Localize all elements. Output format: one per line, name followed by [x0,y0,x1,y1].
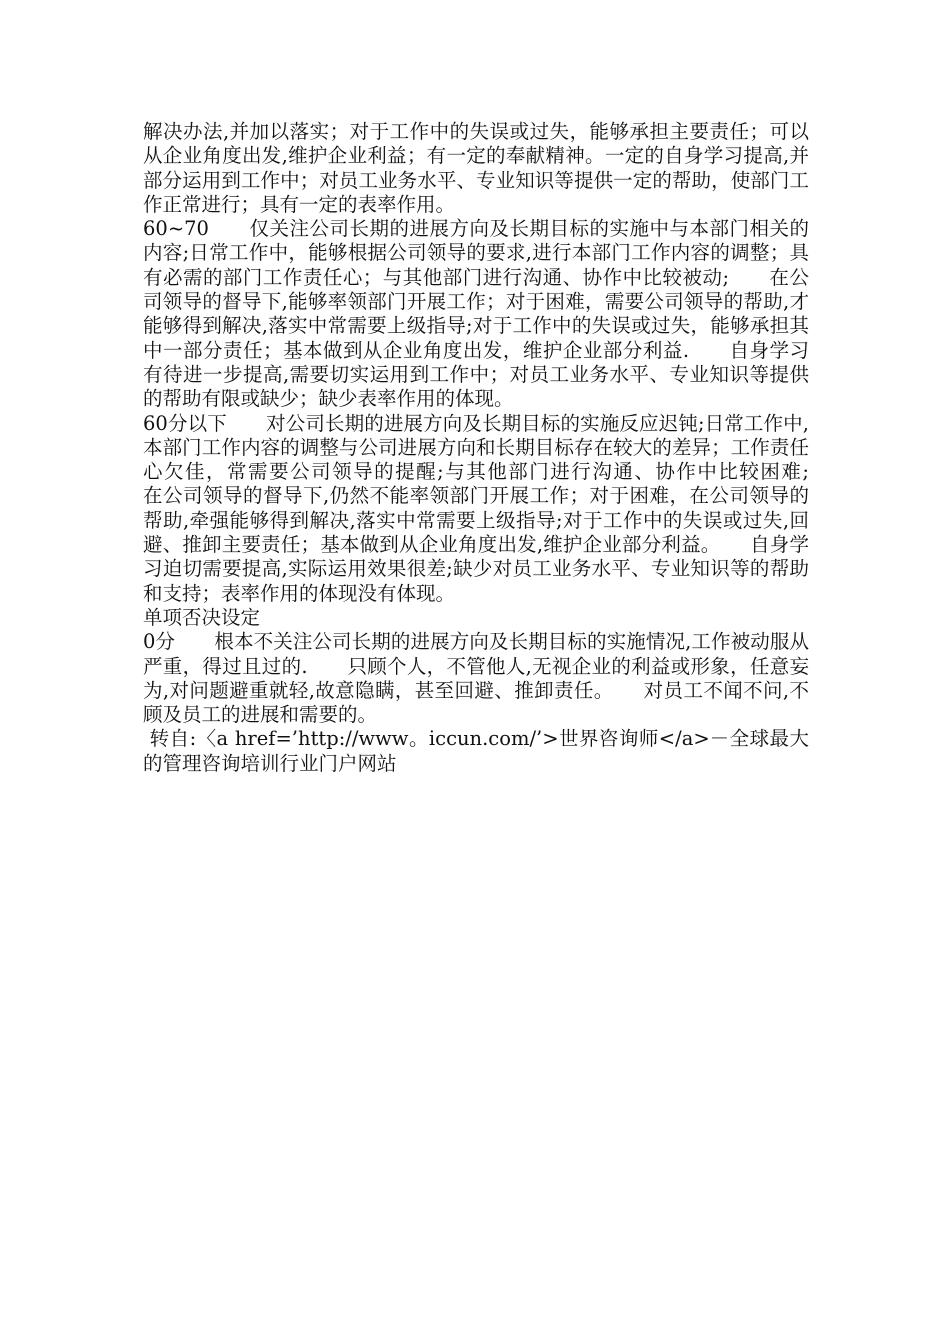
paragraph-score-0: 0分 根本不关注公司长期的进展方向及长期目标的实施情况,工作被动服从严重，得过且过的. 只顾个人，不管他人,无视企业的利益或形象，任意妄为,对问题避重就轻,故意隐瞒，甚至回避、推卸责任。 对员工不闻不问,不顾及员工的进展和需要的。 [143,630,809,727]
paragraph-continued-criteria: 解决办法,并加以落实；对于工作中的失误或过失，能够承担主要责任；可以从企业角度出发,维护企业利益；有一定的奉献精神。一定的自身学习提高,并部分运用到工作中；对员工业务水平、专业知识等提供一定的帮助，使部门工作正常进行；具有一定的表率作用。 [143,120,809,216]
document-body [143,120,849,776]
source-note: 转自:〈a href=’http://www。iccun.com/’>世界咨询师</a>－全球最大的管理咨询培训行业门户网站 [143,727,809,775]
section-heading-veto: 单项否决设定 [143,605,261,629]
paragraph-score-below-60: 60分以下 对公司长期的进展方向及长期目标的实施反应迟钝;日常工作中,本部门工作内容的调整与公司进展方向和长期目标存在较大的差异；工作责任心欠佳，常需要公司领导的提醒;与其他部门进行沟通、协作中比较困难; 在公司领导的督导下,仍然不能率领部门开展工作；对于困难，在公司领导的帮助,牵强能够得到解决,落实中常需要上级指导;对于工作中的失误或过失,回避、推卸主要责任；基本做到从企业角度出发,维护企业部分利益。 自身学习迫切需要提高,实际运用效果很差;缺少对员工业务水平、专业知识等的帮助和支持；表率作用的体现没有体现。 [143,411,849,605]
paragraph-score-60-70: 60~70 仅关注公司长期的进展方向及长期目标的实施中与本部门相关的内容;日常工作中，能够根据公司领导的要求,进行本部门工作内容的调整；具有必需的部门工作责任心；与其他部门进行沟通、协作中比较被动; 在公司领导的督导下,能够率领部门开展工作；对于困难，需要公司领导的帮助,才能够得到解决,落实中常需要上级指导;对于工作中的失误或过失，能够承担其中一部分责任；基本做到从企业角度出发，维护企业部分利益. 自身学习有待进一步提高,需要切实运用到工作中；对员工业务水平、专业知识等提供的帮助有限或缺少；缺少表率作用的体现。 [143,217,809,411]
